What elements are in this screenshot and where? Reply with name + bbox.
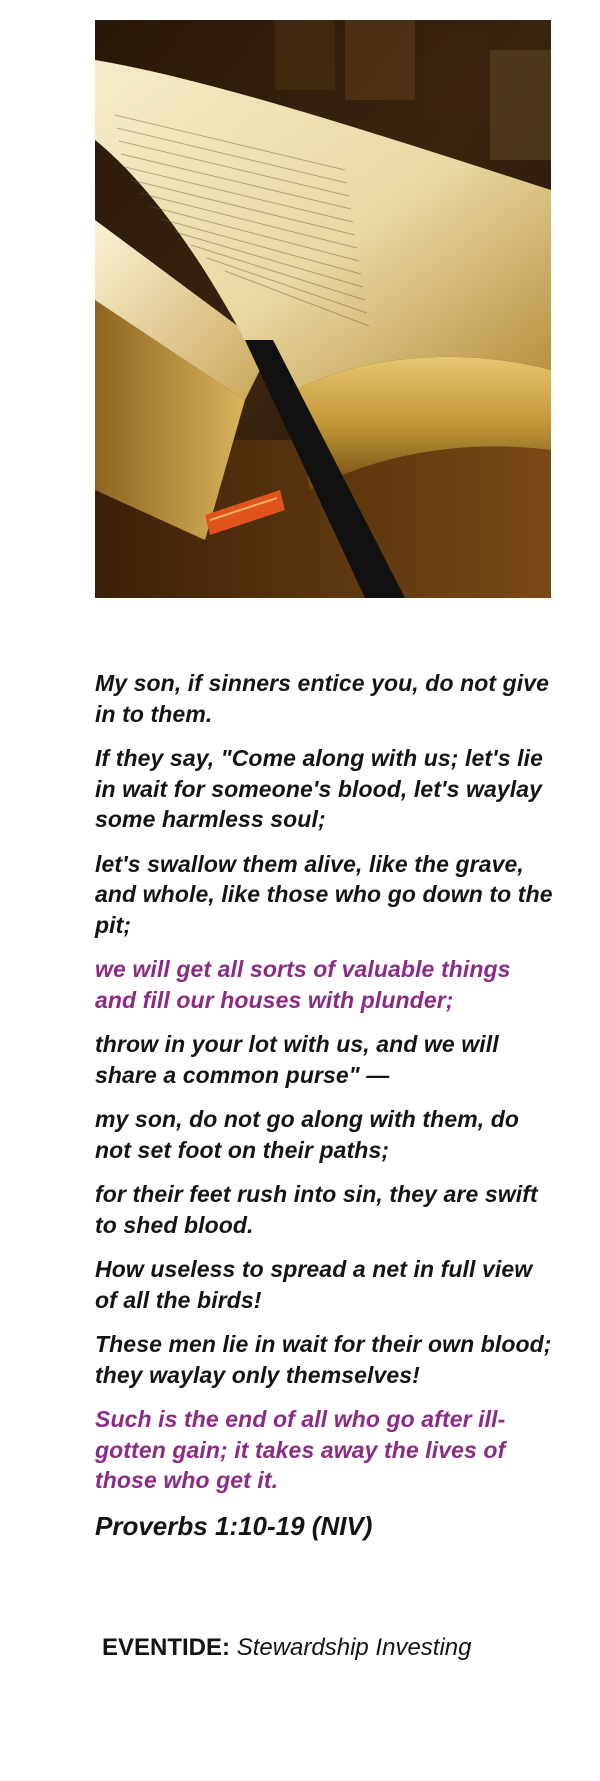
scripture-passage — [95, 668, 555, 1542]
verse-line-highlighted: Such is the end of all who go after ill-gotten gain; it takes away the lives of those who get it. — [95, 1406, 506, 1493]
open-bible-image — [95, 20, 551, 598]
footer-branding — [102, 1633, 471, 1663]
brand-name: EVENTIDE: — [102, 1634, 231, 1661]
verse-line-highlighted: we will get all sorts of valuable things and fill our houses with plunder; — [95, 956, 511, 1013]
verse-line: How useless to spread a net in full view of all the birds! — [95, 1256, 533, 1313]
scripture-citation: Proverbs 1:10-19 (NIV) — [95, 1510, 373, 1541]
verse-line: my son, do not go along with them, do not set foot on their paths; — [95, 1106, 520, 1163]
verse-line: let's swallow them alive, like the grave, and whole, like those who go down to the pit; — [95, 850, 553, 938]
verse-line: My son, if sinners entice you, do not give in to them. — [95, 670, 550, 727]
verse-line: These men lie in wait for their own blood; they waylay only themselves! — [95, 1331, 552, 1388]
verse-line: If they say, "Come along with us; let's lie in wait for someone's blood, let's waylay some harmless soul; — [95, 745, 543, 832]
verse-line: for their feet rush into sin, they are swift to shed blood. — [95, 1181, 538, 1238]
bible-photo — [95, 20, 551, 598]
verse-line: throw in your lot with us, and we will share a common purse" — — [95, 1031, 499, 1088]
brand-tagline: Stewardship Investing — [236, 1634, 472, 1661]
